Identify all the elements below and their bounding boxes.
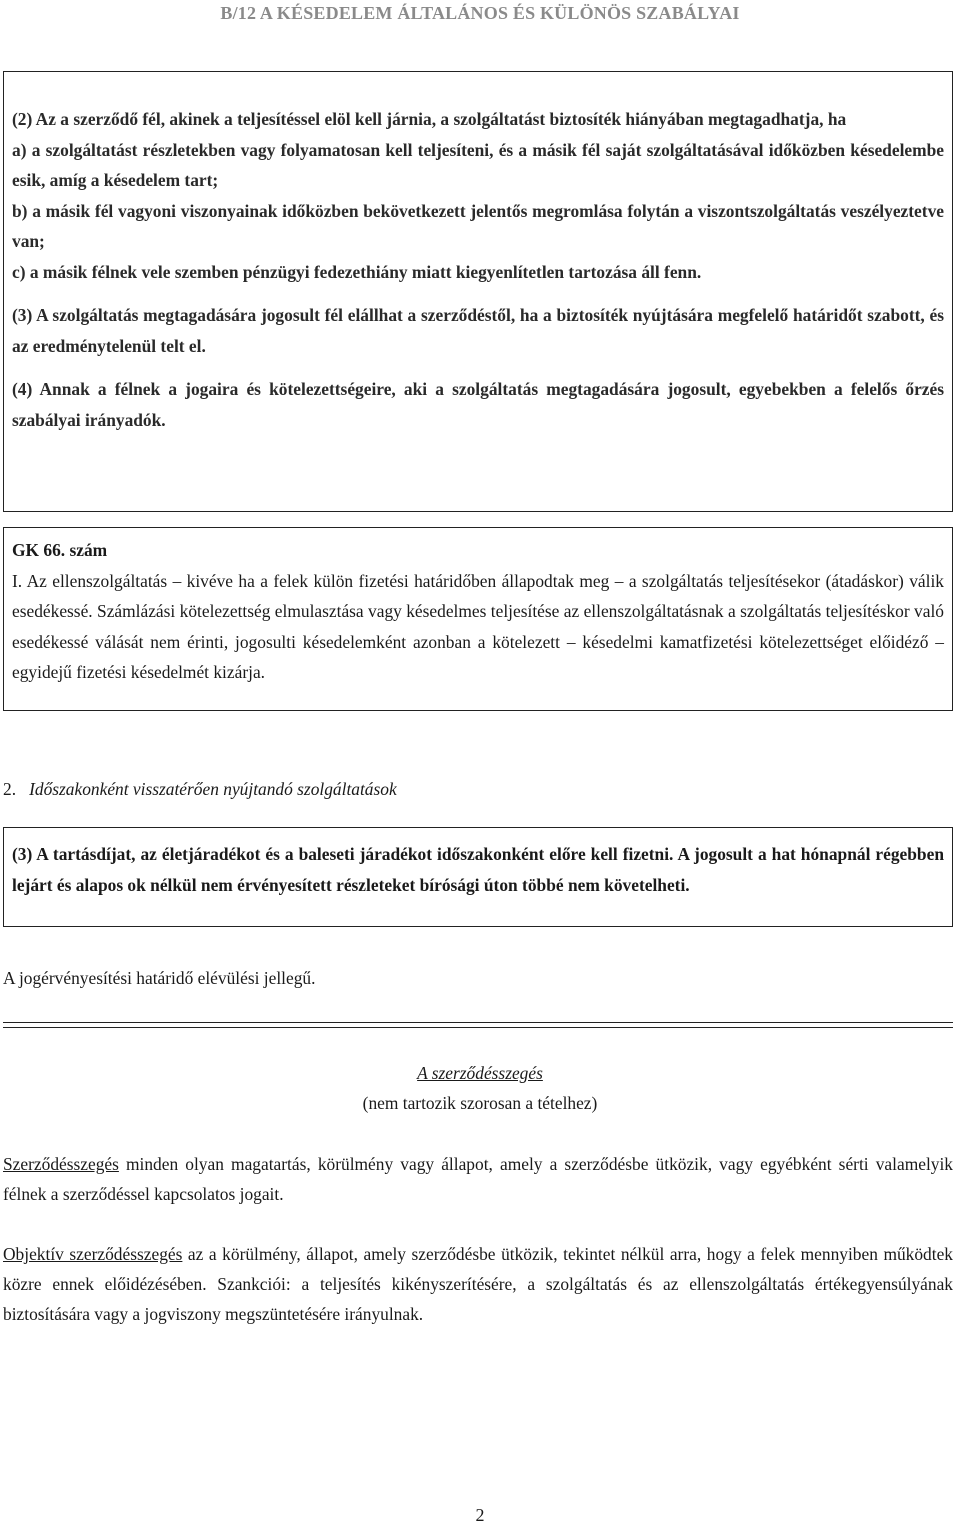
section-title: Időszakonként visszatérően nyújtandó szolgáltatások: [29, 779, 397, 799]
gk66-heading: GK 66. szám: [12, 540, 108, 560]
section-heading: [3, 775, 397, 803]
divider-line: [3, 1027, 953, 1028]
paragraph-2b: b) a másik fél vagyoni viszonyainak időközben bekövetkezett jelentős megromlása folytán a viszontszolgáltatás veszélyeztetve van;: [12, 200, 944, 251]
jogerv-paragraph: A jogérvényesítési határidő elévülési jellegű.: [3, 968, 316, 988]
definition-paragraph: [3, 1149, 953, 1209]
paragraph-2a: a) a szolgáltatást részletekben vagy folyamatosan kell teljesíteni, és a másik fél saját szolgáltatásával időközben késedelembe esik, amíg a késedelem tart;: [12, 139, 944, 190]
running-header: B/12 A KÉSEDELEM ÁLTALÁNOS ÉS KÜLÖNÖS SZABÁLYAI: [220, 3, 740, 23]
definition-term: Szerződésszegés: [3, 1154, 119, 1174]
objective-text: az a körülmény, állapot, amely szerződésbe ütközik, tekintet nélkül arra, hogy a felek mennyiben működtek közre ennek előidézésében. Szankciói: a teljesítés kikényszerítésére, a szolgáltatás és az ellenszolgáltatás értékegyensúlyának biztosítására vagy a jogviszony megszüntetésére irányulnak.: [3, 1244, 953, 1324]
page-number: 2: [475, 1505, 485, 1525]
paragraph-2c: c) a másik félnek vele szemben pénzügyi fedezethiány miatt kiegyenlítetlen tartozása áll fenn.: [12, 261, 702, 282]
szerzodesszeges-subtitle: (nem tartozik szorosan a tételhez): [362, 1093, 598, 1113]
szerzodesszeges-title: A szerződésszegés: [417, 1063, 543, 1083]
paragraph-3: (3) A szolgáltatás megtagadására jogosult fél elállhat a szerződéstől, ha a biztosíték nyújtására megfelelő határidőt szabott, és az eredménytelenül telt el.: [12, 305, 944, 356]
objective-paragraph: [3, 1239, 953, 1329]
divider-line: [3, 1022, 953, 1023]
gk66-body: I. Az ellenszolgáltatás ‒ kivéve ha a felek külön fizetési határidőben állapodtak meg ‒ a szolgáltatás teljesítésekor (átadáskor) válik esedékessé. Számlázási kötelezettség elmulasztása vagy késedelmes teljesítése az ellenszolgáltatásnak a szolgáltatás teljesítéskor való esedékessé válását nem érinti, jogosulti késedelemként azonban a kötelezett ‒ késedelmi kamatfizetési kötelezettséget előidéző ‒ egyidejű fizetési késedelmét kizárja.: [12, 570, 944, 682]
tartasdij-text: (3) A tartásdíjat, az életjáradékot és a baleseti járadékot időszakonként előre kell fizetni. A jogosult a hat hónapnál régebben lejárt és alapos ok nélkül nem érvényesített részleteket bírósági úton többé nem követelheti.: [12, 844, 944, 895]
spacer: [12, 287, 944, 300]
gk66-box: [3, 527, 953, 711]
paragraph-4: (4) Annak a félnek a jogaira és kötelezettségeire, aki a szolgáltatás megtagadására jogosult, egyebekben a felelős őrzés szabályai irányadók.: [12, 379, 944, 430]
section-number: 2.: [3, 779, 17, 799]
definition-text: minden olyan magatartás, körülmény vagy állapot, amely a szerződésbe ütközik, vagy egyébként sérti valamelyik félnek a szerződéssel kapcsolatos jogait.: [3, 1154, 953, 1204]
statute-box: [3, 71, 953, 512]
tartasdij-box: [3, 827, 953, 927]
spacer: [12, 361, 944, 374]
objective-term: Objektív szerződésszegés: [3, 1244, 183, 1264]
paragraph-2: (2) Az a szerződő fél, akinek a teljesítéssel elöl kell járnia, a szolgáltatást biztosíték hiányában megtagadhatja, ha: [12, 109, 847, 129]
